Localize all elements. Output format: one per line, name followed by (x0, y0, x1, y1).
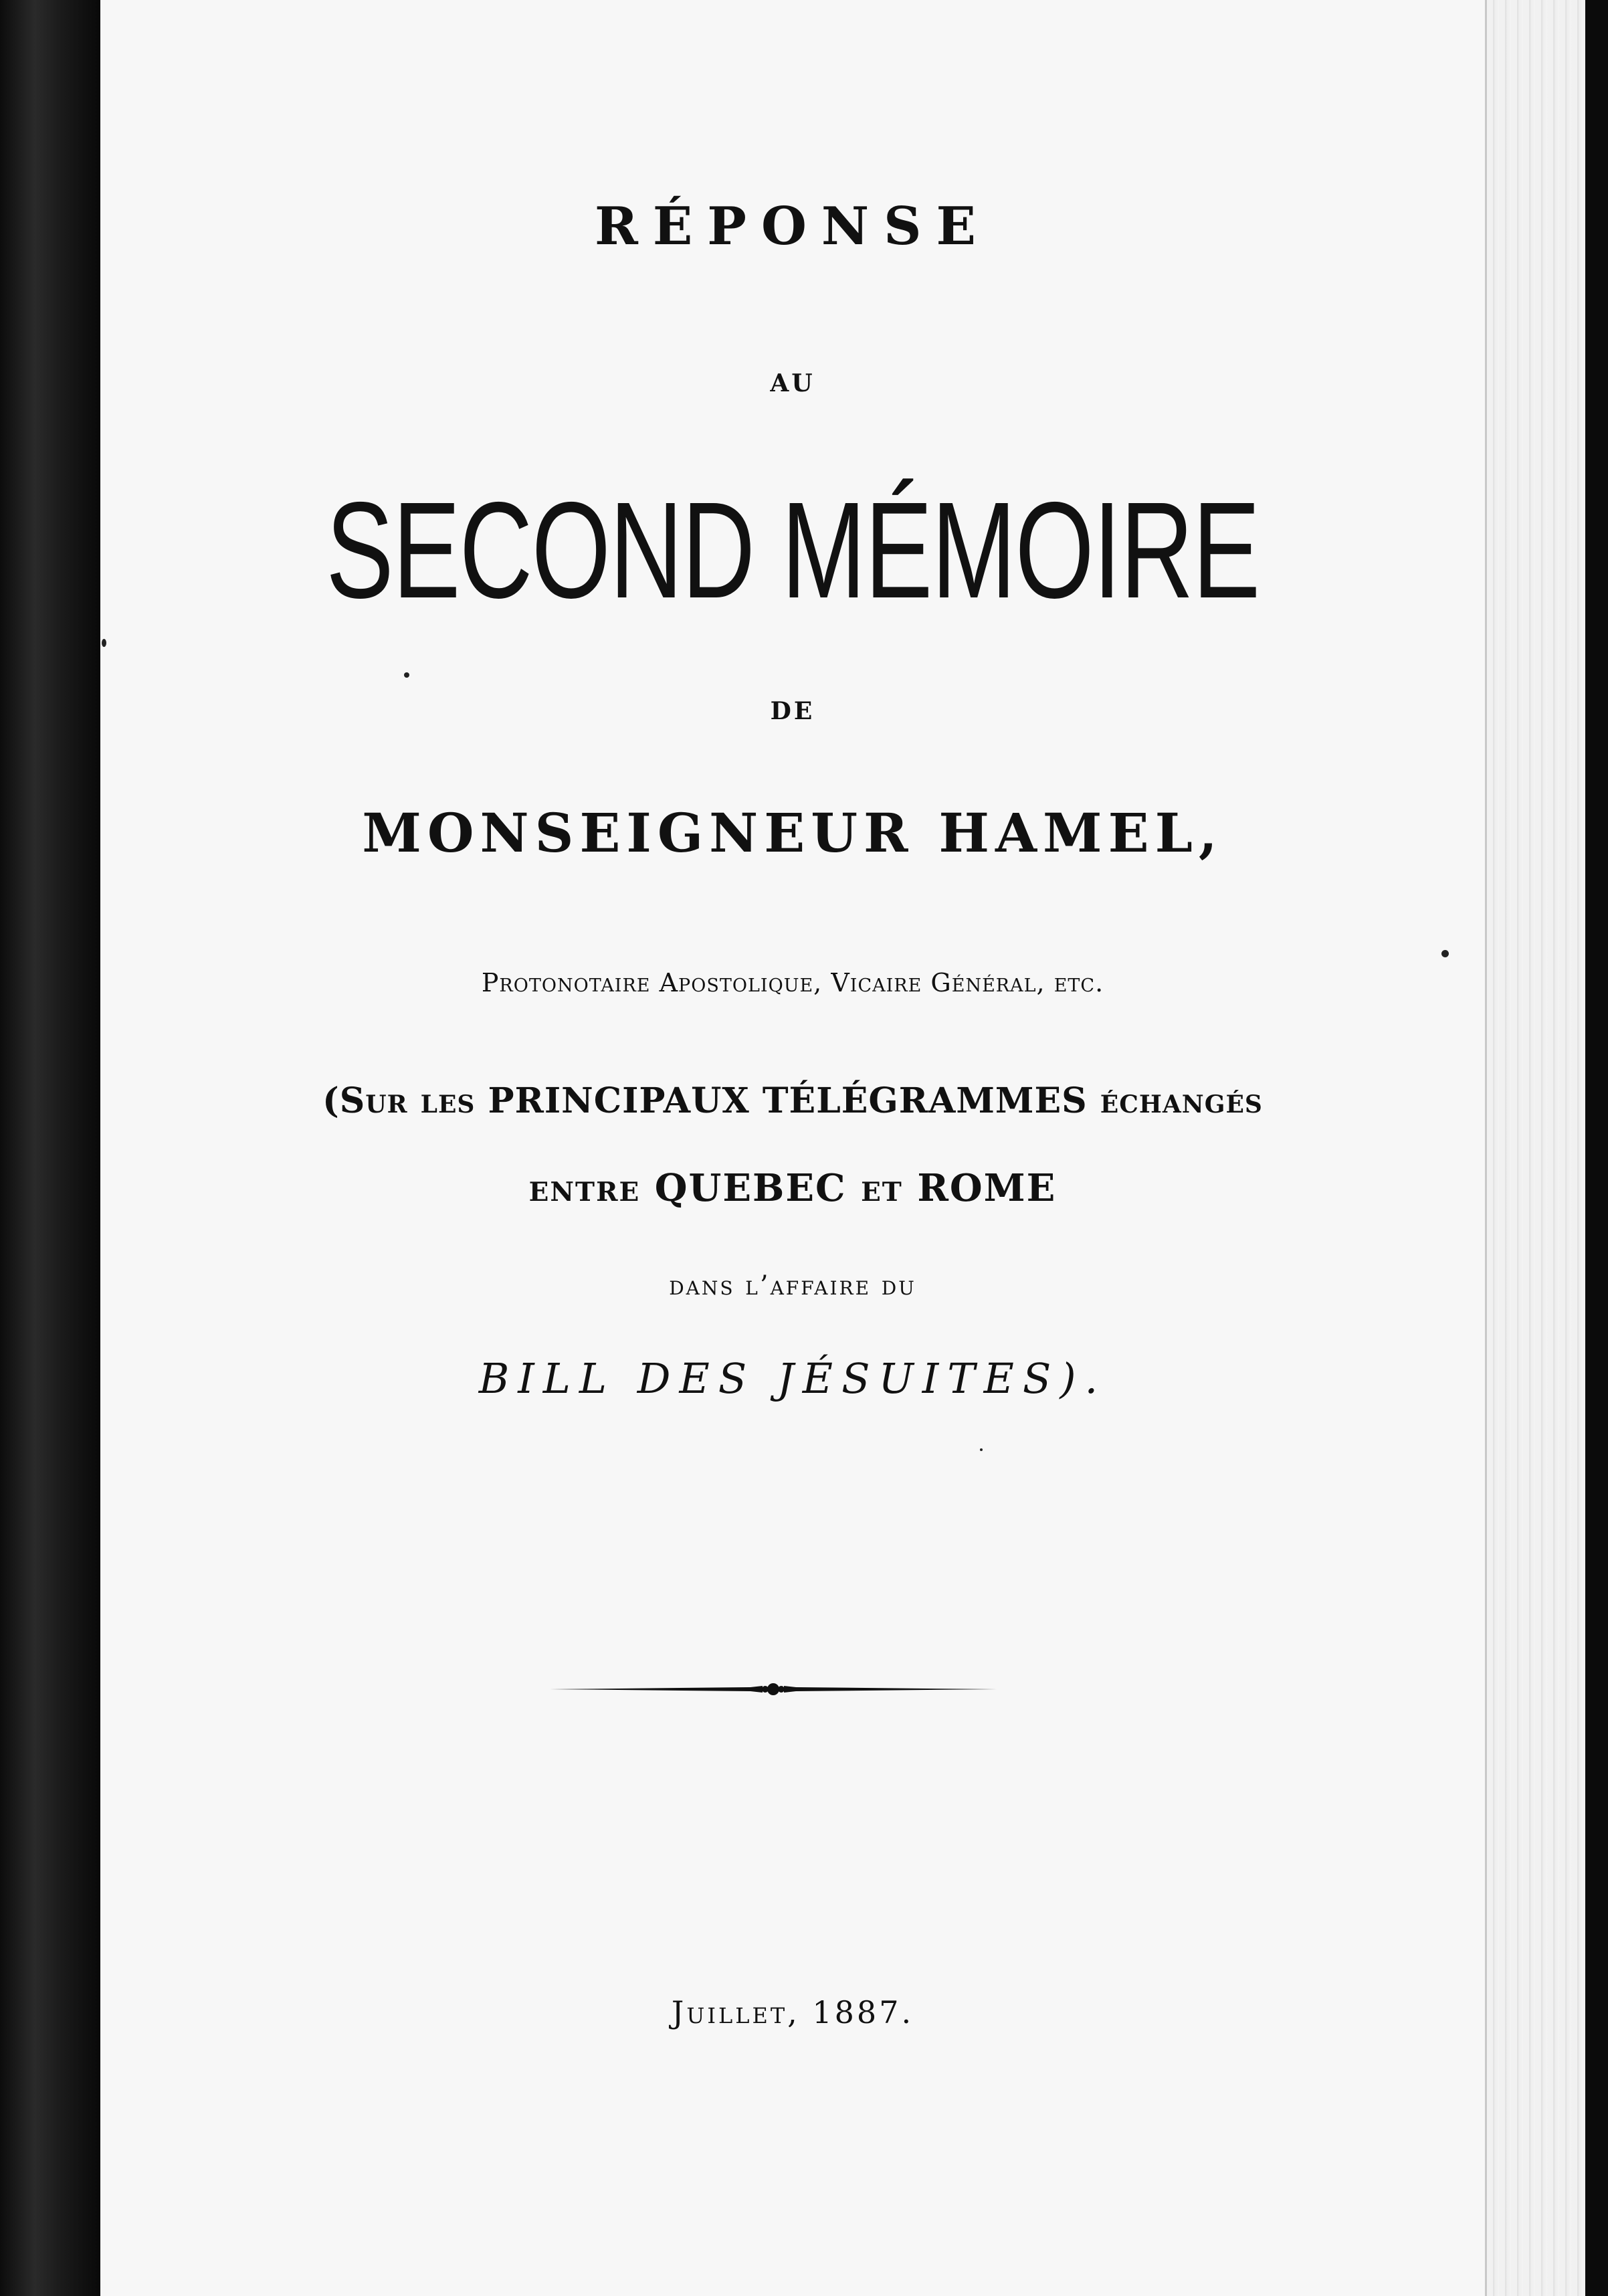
scan-right-border (1585, 0, 1608, 2296)
binding-shadow (0, 0, 100, 2296)
scan-speck (980, 1448, 983, 1451)
subtitle-line-2: entre QUEBEC et ROME (528, 1166, 1057, 1210)
title-reponse: RÉPONSE (595, 196, 991, 257)
author-name: MONSEIGNEUR HAMEL, (362, 801, 1223, 864)
subtitle-line-1: (Sur les PRINCIPAUX TÉLÉGRAMMES échangés (322, 1080, 1263, 1121)
ornament-rule-icon (550, 1676, 997, 1703)
scan-speck (404, 672, 409, 678)
title-second-memoire: SECOND MÉMOIRE (326, 474, 1260, 627)
author-titles: Protonotaire Apostolique, Vicaire Général, etc. (481, 968, 1104, 997)
title-page (100, 0, 1485, 2296)
subtitle-line-3: dans l’affaire du (669, 1270, 916, 1301)
scan-speck (102, 639, 106, 647)
subtitle-line-4: BILL DES JÉSUITES). (478, 1354, 1107, 1403)
title-au: AU (770, 369, 815, 397)
title-de: DE (770, 697, 815, 725)
publication-date: Juillet, 1887. (671, 1994, 914, 2030)
page-edges (1485, 0, 1587, 2296)
scan-speck (1441, 950, 1449, 957)
